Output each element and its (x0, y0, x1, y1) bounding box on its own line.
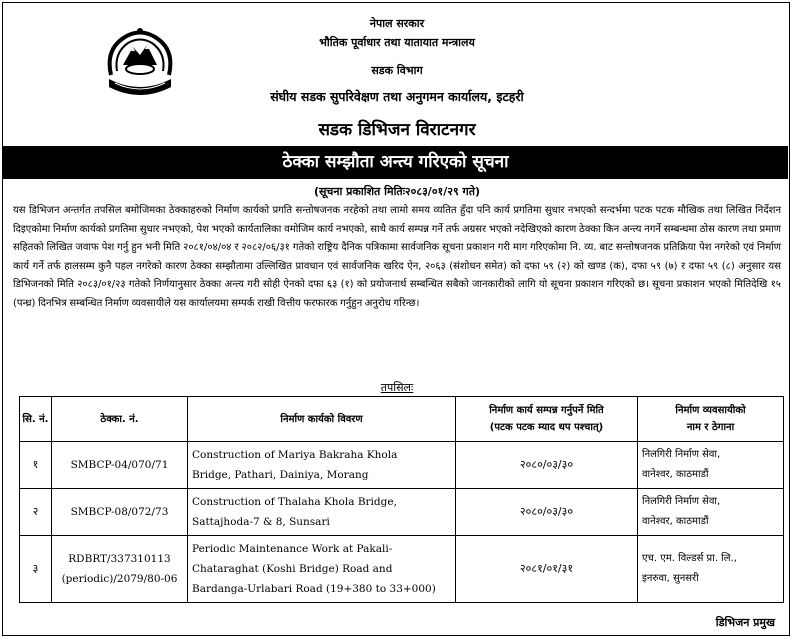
row-contractor-address: इनरुवा, सुनसरी (642, 573, 699, 584)
notice-page (2, 2, 790, 636)
header-government: नेपाल सरकार (369, 17, 425, 30)
header-completion-date (456, 397, 638, 442)
row-sn: १ (20, 442, 52, 489)
signatory: डिभिजन प्रमुख (715, 616, 775, 629)
row-description-line: Periodic Maintenance Work at Pakali- (192, 543, 393, 555)
row-contract-no (52, 536, 188, 603)
row-contractor-address: वानेश्वर, काठमाडौं (642, 469, 709, 480)
header-description: निर्माण कार्यको विवरण (188, 397, 456, 442)
row-contractor-name: निलगिरी निर्माण सेवा, (642, 496, 721, 507)
row-completion-date: २०८०/०३/३० (456, 489, 638, 536)
header-completion-line2: (पटक पटक म्याद थप पश्चात्) (489, 422, 604, 433)
header-department: सडक विभाग (371, 64, 423, 77)
details-label: तपसिलः (380, 381, 414, 394)
header-division: सडक डिभिजन विराटनगर (318, 120, 476, 140)
row-contractor-address: वानेश्वर, काठमाडौं (642, 516, 709, 527)
table-row (20, 536, 784, 603)
header-contractor-line1: निर्माण व्यवसायीको (675, 405, 746, 416)
table-row (20, 489, 784, 536)
row-contractor (638, 536, 784, 603)
header-contractor (638, 397, 784, 442)
row-sn: ३ (20, 536, 52, 603)
table-row (20, 442, 784, 489)
row-contractor (638, 442, 784, 489)
row-description-line: Chataraghat (Koshi Bridge) Road and (192, 563, 393, 575)
row-contract-no: SMBCP-04/070/71 (52, 442, 188, 489)
publication-date: (सूचना प्रकाशित मितिः२०८३/०१/२९ गते) (313, 185, 481, 198)
row-description-line: Construction of Mariya Bakraha Khola (192, 449, 398, 461)
row-contractor-name: एच. एम. विल्डर्स प्रा. लि., (642, 553, 737, 564)
row-contract-no-line: RDBRT/337310113 (68, 553, 171, 565)
header-completion-line1: निर्माण कार्य सम्पन्न गर्नुपर्ने मिति (489, 405, 604, 416)
row-description (188, 489, 456, 536)
row-contractor-name: निलगिरी निर्माण सेवा, (642, 449, 721, 460)
row-description-line: Sattajhoda-7 & 8, Sunsari (192, 516, 330, 528)
header-contract-no: ठेक्का. नं. (52, 397, 188, 442)
header-contractor-line2: नाम र ठेगाना (686, 422, 735, 433)
row-description-line: Construction of Thalaha Khola Bridge, (192, 496, 397, 508)
header-office: संघीय सडक सुपरिवेक्षण तथा अनुगमन कार्यालय, इटहरी (270, 89, 524, 104)
table-header-row (20, 397, 784, 442)
row-completion-date: २०८०/०३/३० (456, 442, 638, 489)
row-contract-no: SMBCP-08/072/73 (52, 489, 188, 536)
notice-body-paragraph: यस डिभिजन अन्तर्गत तपसिल बमोजिमका ठेक्काहरुको निर्माण कार्यको प्रगति सन्तोषजनक नरहेको तथा लामो समय व्यतित हुँदा पनि कार्य प्रगतिमा सुधार नभएको सन्दर्भमा पटक पटक मौखिक तथा लिखित निर्देशन दिइएकोमा निर्माण कार्यको प्रगतिमा सुधार नभएको, पेश भएको कार्यतालिका वमोजिम कार्य नभएको, साथै कार्य सम्पन्न गर्ने तर्फ अग्रसर भएको नदेखिएको कारण ठेक्का किन अन्त्य नगर्ने सम्बन्धमा ठोस कारण तथा प्रमाण सहितको लिखित जवाफ पेश गर्नु हुन भनी मिति २०८१/०४/०४ र २०८२/०६/३१ गतेको राष्ट्रिय दैनिक पत्रिकामा सार्वजनिक सूचना प्रकाशन गरी माग गरिएकोमा नि. व्य. बाट सन्तोषजनक प्रतिक्रिया पेश नगरेको एवं निर्माण कार्य गर्ने तर्फ हालसम्म कुनै पहल नगरेको कारण ठेक्का सम्झौतामा उल्लिखित प्रावधान एवं सार्वजनिक खरिद ऐन, २०६३ (संशोधन समेत) को दफा ५९ (२) को खण्ड (क), दफा ५९ (७) र दफा ५९ (८) अनुसार यस डिभिजनको मिति २०८३/०१/२३ गतेको निर्णयानुसार ठेक्का अन्त्य गरी सोही ऐनको दफा ६३ (१) को प्रयोजनार्थ सम्बन्धित सबैको जानकारीको लागि यो सूचना प्रकाशन गरिएको छ। सूचना प्रकाशन भएको मितिदेखि १५ (पन्ध्र) दिनभित्र सम्बन्धित निर्माण व्यवसायीले यस कार्यालयमा सम्पर्क राखी वित्तीय फरफारक गर्नुहुन अनुरोध गरिन्छ। (13, 205, 781, 309)
header-ministry: भौतिक पूर्वाधार तथा यातायात मन्त्रालय (319, 36, 475, 49)
row-description-line: Bardanga-Urlabari Road (19+380 to 33+000) (192, 583, 436, 595)
row-contractor (638, 489, 784, 536)
row-contract-no-line: (periodic)/2079/80-06 (61, 573, 178, 585)
row-description (188, 442, 456, 489)
contracts-table (19, 396, 784, 603)
row-description (188, 536, 456, 603)
notice-title-banner: ठेक्का सम्झौता अन्त्य गरिएको सूचना (3, 146, 788, 179)
row-sn: २ (20, 489, 52, 536)
header-sn: सि. नं. (20, 397, 52, 442)
row-description-line: Bridge, Pathari, Dainiya, Morang (192, 469, 369, 481)
row-completion-date: २०८१/०१/३१ (456, 536, 638, 603)
